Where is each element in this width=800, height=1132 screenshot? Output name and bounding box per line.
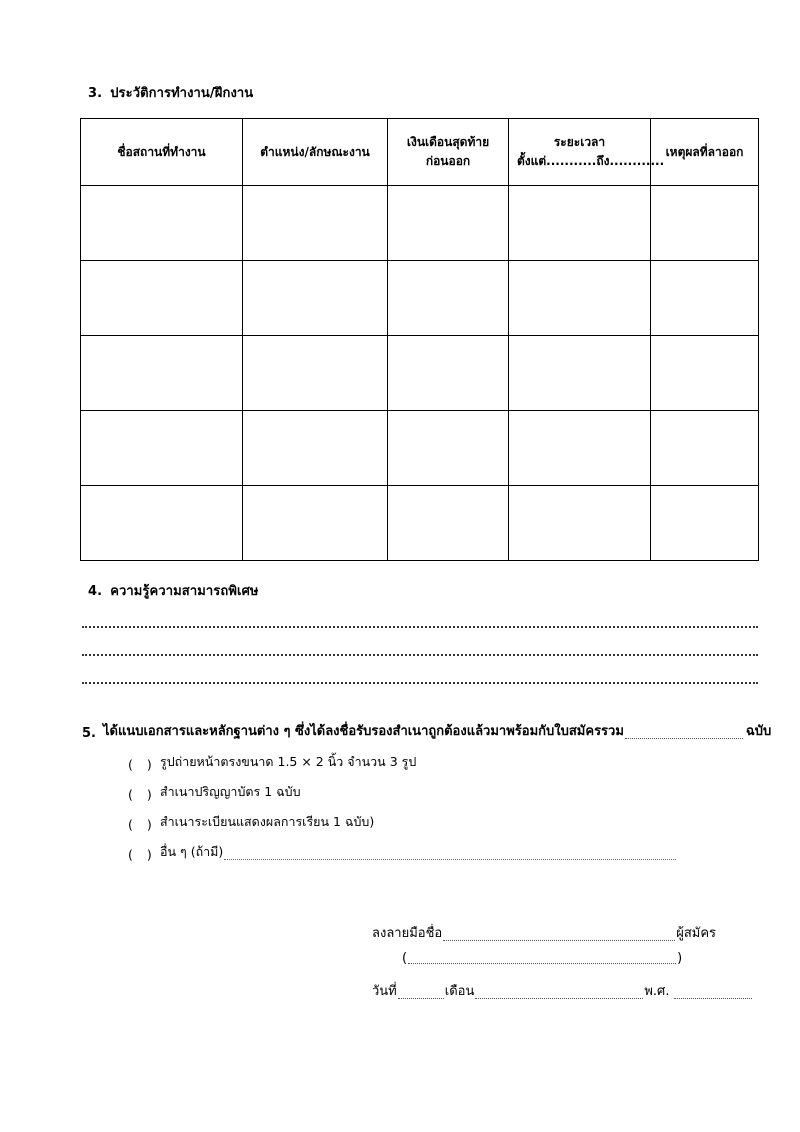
date-day-field[interactable] [398,985,444,999]
attachments-count-field[interactable] [625,725,743,739]
cell-duration[interactable] [509,486,651,561]
checkbox-photo[interactable]: ( ) [128,757,157,772]
cell-workplace[interactable] [81,336,243,411]
attachment-label-degree-copy: สำเนาปริญญาบัตร 1 ฉบับ [160,784,301,799]
attachment-item-photo[interactable] [128,752,416,772]
cell-last-salary[interactable] [388,261,509,336]
checkbox-degree-copy[interactable]: ( ) [128,787,157,802]
cell-reason-leaving[interactable] [651,261,759,336]
cell-position[interactable] [243,336,388,411]
printed-name-field[interactable] [408,950,676,964]
cell-position[interactable] [243,186,388,261]
cell-workplace[interactable] [81,411,243,486]
month-label: เดือน [444,984,475,999]
section-number-5: 5. [82,726,96,741]
column-header-last-salary [388,119,509,186]
section-heading-work-history [88,82,253,103]
work-history-table [80,118,759,561]
cell-position[interactable] [243,486,388,561]
column-header-position-line1: ตำแหน่ง/ลักษณะงาน [260,144,370,159]
date-year-field[interactable] [674,985,752,999]
attachment-item-transcript-copy[interactable] [128,812,374,832]
checkbox-other[interactable]: ( ) [128,847,157,862]
attachment-item-other[interactable] [128,842,676,862]
column-header-duration-line2: ตั้งแต่...........ถึง............ [517,154,665,168]
cell-workplace[interactable] [81,486,243,561]
special-skills-blank-line-1[interactable] [82,626,758,628]
signature-label: ลงลายมือชื่อ [372,926,443,941]
cell-last-salary[interactable] [388,186,509,261]
cell-reason-leaving[interactable] [651,486,759,561]
year-label: พ.ศ. [644,984,670,999]
table-header-row [81,119,759,186]
cell-workplace[interactable] [81,261,243,336]
cell-reason-leaving[interactable] [651,411,759,486]
column-header-last-salary-line1: เงินเดือนสุดท้าย [406,135,490,150]
cell-position[interactable] [243,411,388,486]
cell-duration[interactable] [509,336,651,411]
section-title-3: ประวัติการทำงาน/ฝึกงาน [110,86,254,101]
date-label: วันที่ [372,984,397,999]
cell-last-salary[interactable] [388,336,509,411]
signature-line [372,922,716,943]
section-heading-special-skills [88,580,259,601]
table-row[interactable] [81,486,759,561]
signature-role-label: ผู้สมัคร [676,926,717,941]
cell-position[interactable] [243,261,388,336]
column-header-duration [509,119,665,186]
work-history-table-body [81,186,759,561]
section-number-4: 4. [88,584,103,599]
column-header-duration-line1: ระยะเวลา [553,135,606,150]
cell-reason-leaving[interactable] [651,336,759,411]
table-row[interactable] [81,186,759,261]
attachment-other-field[interactable] [224,847,676,860]
column-header-reason-leaving-line1: เหตุผลที่ลาออก [665,144,744,159]
column-header-position [243,119,388,186]
date-month-field[interactable] [475,985,643,999]
attachment-label-transcript-copy: สำเนาระเบียนแสดงผลการเรียน 1 ฉบับ) [160,814,375,829]
cell-duration[interactable] [509,261,651,336]
cell-duration[interactable] [509,186,651,261]
table-row[interactable] [81,336,759,411]
date-line [372,980,753,1001]
cell-duration[interactable] [509,411,651,486]
column-header-workplace [81,119,243,186]
printed-name-close-paren: ) [677,951,683,966]
cell-last-salary[interactable] [388,411,509,486]
column-header-reason-leaving [651,119,759,186]
cell-last-salary[interactable] [388,486,509,561]
section-title-5-before: ได้แนบเอกสารและหลักฐานต่าง ๆ ซึ่งได้ลงชื่อรับรองสำเนาถูกต้องแล้วมาพร้อมกับใบสมัครรวม [102,724,624,739]
attachment-item-degree-copy[interactable] [128,782,301,802]
section-title-4: ความรู้ความสามารถพิเศษ [110,584,259,599]
section-number-3: 3. [88,86,103,101]
printed-name-open-paren: ( [402,951,408,966]
attachment-label-other: อื่น ๆ (ถ้ามี) [160,844,224,859]
table-row[interactable] [81,411,759,486]
table-row[interactable] [81,261,759,336]
special-skills-blank-line-3[interactable] [82,682,758,684]
cell-reason-leaving[interactable] [651,186,759,261]
cell-workplace[interactable] [81,186,243,261]
special-skills-blank-line-2[interactable] [82,654,758,656]
attachment-label-photo: รูปถ่ายหน้าตรงขนาด 1.5 × 2 นิ้ว จำนวน 3 รูป [160,754,417,769]
column-header-last-salary-line2: ก่อนออก [425,154,471,168]
column-header-workplace-line1: ชื่อสถานที่ทำงาน [117,144,206,159]
signature-field[interactable] [443,927,675,941]
section-heading-attachments [82,720,782,741]
checkbox-transcript-copy[interactable]: ( ) [128,817,157,832]
section-title-5-after: ฉบับ [745,724,772,739]
printed-name-line [402,950,682,966]
